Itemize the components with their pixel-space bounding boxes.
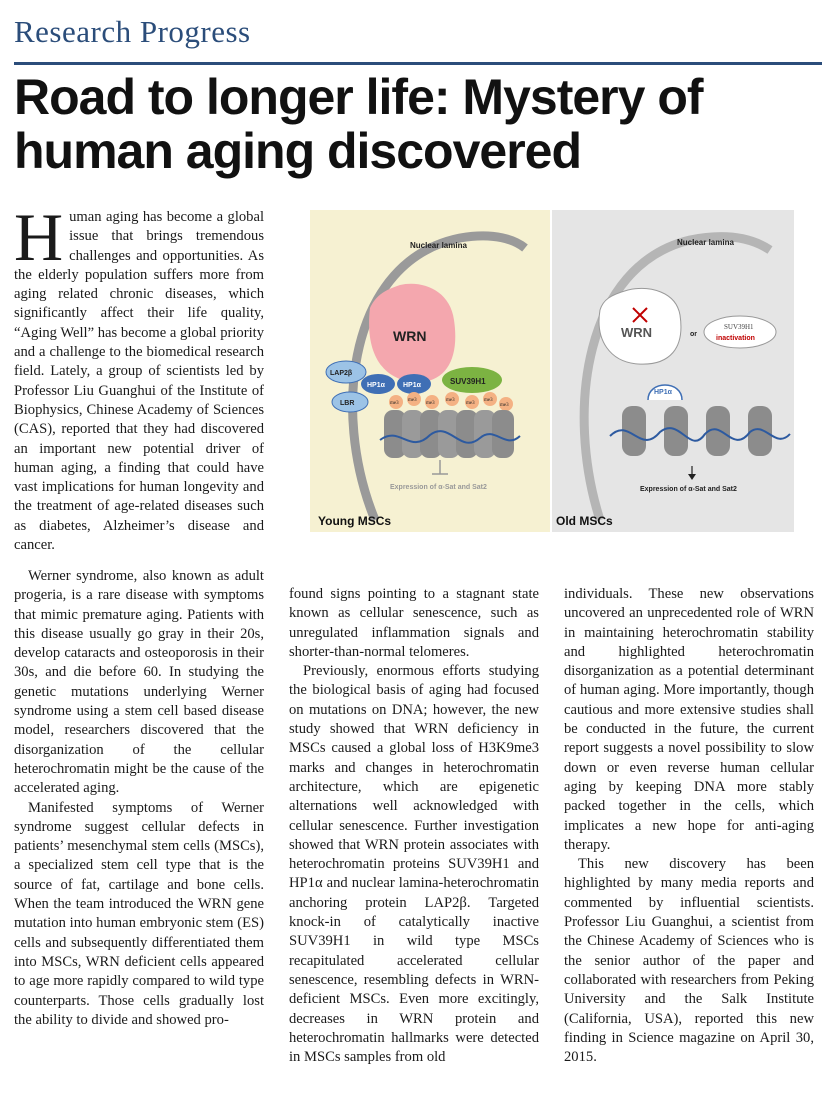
headline (14, 70, 814, 178)
young-msc-label: Young MSCs (318, 514, 392, 528)
paragraph: Werner syndrome, also known as adult progeria, is a rare disease with symptoms that mimic premature aging. Patients with this disease usually go gray in their 20s, develop cataracts and osteoporosis in their 30s, and die before 60. In studying the genetic mutations underlying Werner syndrome using a stem cell based disease model, researchers discovered that the disorganization of the cellular heterochromatin might be the cause of the accelerated aging. (14, 568, 264, 797)
inactivation-label: inactivation (716, 335, 755, 342)
intro-paragraph (14, 199, 264, 555)
column-3 (564, 585, 814, 1067)
wrn-label-old: WRN (621, 325, 653, 340)
wrn-label: WRN (393, 328, 427, 344)
hp1a-label-1: HP1α (367, 382, 385, 389)
headline-line-1: Road to longer life: Mystery of (14, 69, 703, 125)
suv39h1-label: SUV39H1 (450, 377, 486, 386)
nucleosome (492, 410, 514, 458)
headline-line-2: human aging discovered (14, 123, 582, 179)
mechanism-figure (310, 210, 794, 532)
hp1a-label-2: HP1α (403, 382, 421, 389)
hp1a-label-old: HP1α (654, 389, 672, 396)
nucleosome (664, 406, 688, 456)
me3-label: me3 (390, 401, 399, 406)
drop-cap: H (14, 199, 64, 275)
me3-label: me3 (484, 398, 493, 403)
paragraph: found signs pointing to a stagnant state known as cellular senescence, such as unregulated inflammation signals and shorter-than-normal telomeres. (289, 586, 539, 660)
me3-label: me3 (446, 398, 455, 403)
paragraph: Manifested symptoms of Werner syndrome suggest cellular defects in patients’ mesenchymal stem cells (MSCs), a specialized stem cell type that is the source of fat, cartilage and bone cells. When the team introduced the WRN gene mutation into human embryonic stem (ES) cells and subsequently differentiated them into MSCs, WRN deficient cells appeared to age more rapidly compared to wild type counterparts. Those cells gradually lost the ability to divide and showed pro- (14, 799, 264, 1028)
me3-label: me3 (408, 398, 417, 403)
me3-label: me3 (500, 403, 509, 408)
intro-text: uman aging has become a global issue that brings tremendous challenges and opportunities. As the elderly population suffers more from aging related chronic diseases, which significantly affect their life quality, “Aging Well” has become a global priority and a challenge to the biomedical research field. Lately, a group of scientists led by Professor Liu Guanghui of the Institute of Biophysics, Chinese Academy of Sciences (CAS), reported that they had discovered an important new potential driver of human aging, a finding that could have vast implications for human longevity and the treatment of age-related diseases such as diabetes, Alzheimer’s disease and cancer. (14, 209, 264, 554)
lap2b-label: LAP2β (330, 370, 353, 377)
lbr-label: LBR (340, 400, 355, 407)
section-label: Research Progress (14, 14, 251, 49)
old-msc-label: Old MSCs (556, 514, 613, 528)
column-2 (289, 585, 539, 1067)
compact-nucleosomes (380, 410, 520, 458)
or-label: or (690, 331, 697, 338)
column-1 (14, 567, 264, 1030)
paragraph: individuals. These new observations uncovered an unprecedented role of WRN in maintaining heterochromatin stability and highlighted heterochromatin disorganization as a potential determinant of human aging. More importantly, though cautious and more extensive studies shall be conducted in the future, the current report suggests a novel possibility to slow down or even reverse human cellular aging by keeping DNA more stably packed together in the cells, which implicates a new hope for anti-aging therapy. (564, 586, 814, 853)
paragraph: Previously, enormous efforts studying the biological basis of aging had focused on mutations on DNA; however, the new study showed that WRN deficiency in MSCs caused a global loss of H3K9me3 marks and changes in heterochromatin architecture, which are epigenetic alternations well acknowledged with cellular senescence. Further investigation showed that WRN protein associates with heterochromatin proteins SUV39H1 and HP1α and nuclear lamina-heterochromatin anchoring protein LAP2β. Targeted knock-in of catalytically inactive SUV39H1 in wild type MSCs recapitulated accelerated cellular senescence, resembling defects in WRN-deficient MSCs. Even more excitingly, decreases in WRN protein and heterochromatin hallmarks were detected in MSCs samples from old (289, 663, 539, 1066)
nuclear-lamina-label: Nuclear lamina (677, 238, 734, 247)
me3-label: me3 (466, 401, 475, 406)
expression-label-young: Expression of α-Sat and Sat2 (390, 484, 487, 491)
nuclear-lamina-label: Nuclear lamina (410, 241, 467, 250)
suv39h1-label-old: SUV39H1 (724, 323, 754, 331)
me3-label: me3 (426, 401, 435, 406)
young-msc-panel (310, 210, 550, 532)
expression-label-old: Expression of α-Sat and Sat2 (640, 486, 737, 493)
suv39h1-inactive (704, 316, 776, 348)
old-msc-panel (552, 210, 794, 532)
header-rule (14, 62, 822, 65)
paragraph: This new discovery has been highlighted by many media reports and commented by influential scientists. Professor Liu Guanghui, a scientist from the Chinese Academy of Sciences who is the senior author of the paper and collaborated with researchers from Peking University and the Salk Institute (California, USA), reported this new finding in Science magazine on April 30, 2015. (564, 856, 814, 1066)
